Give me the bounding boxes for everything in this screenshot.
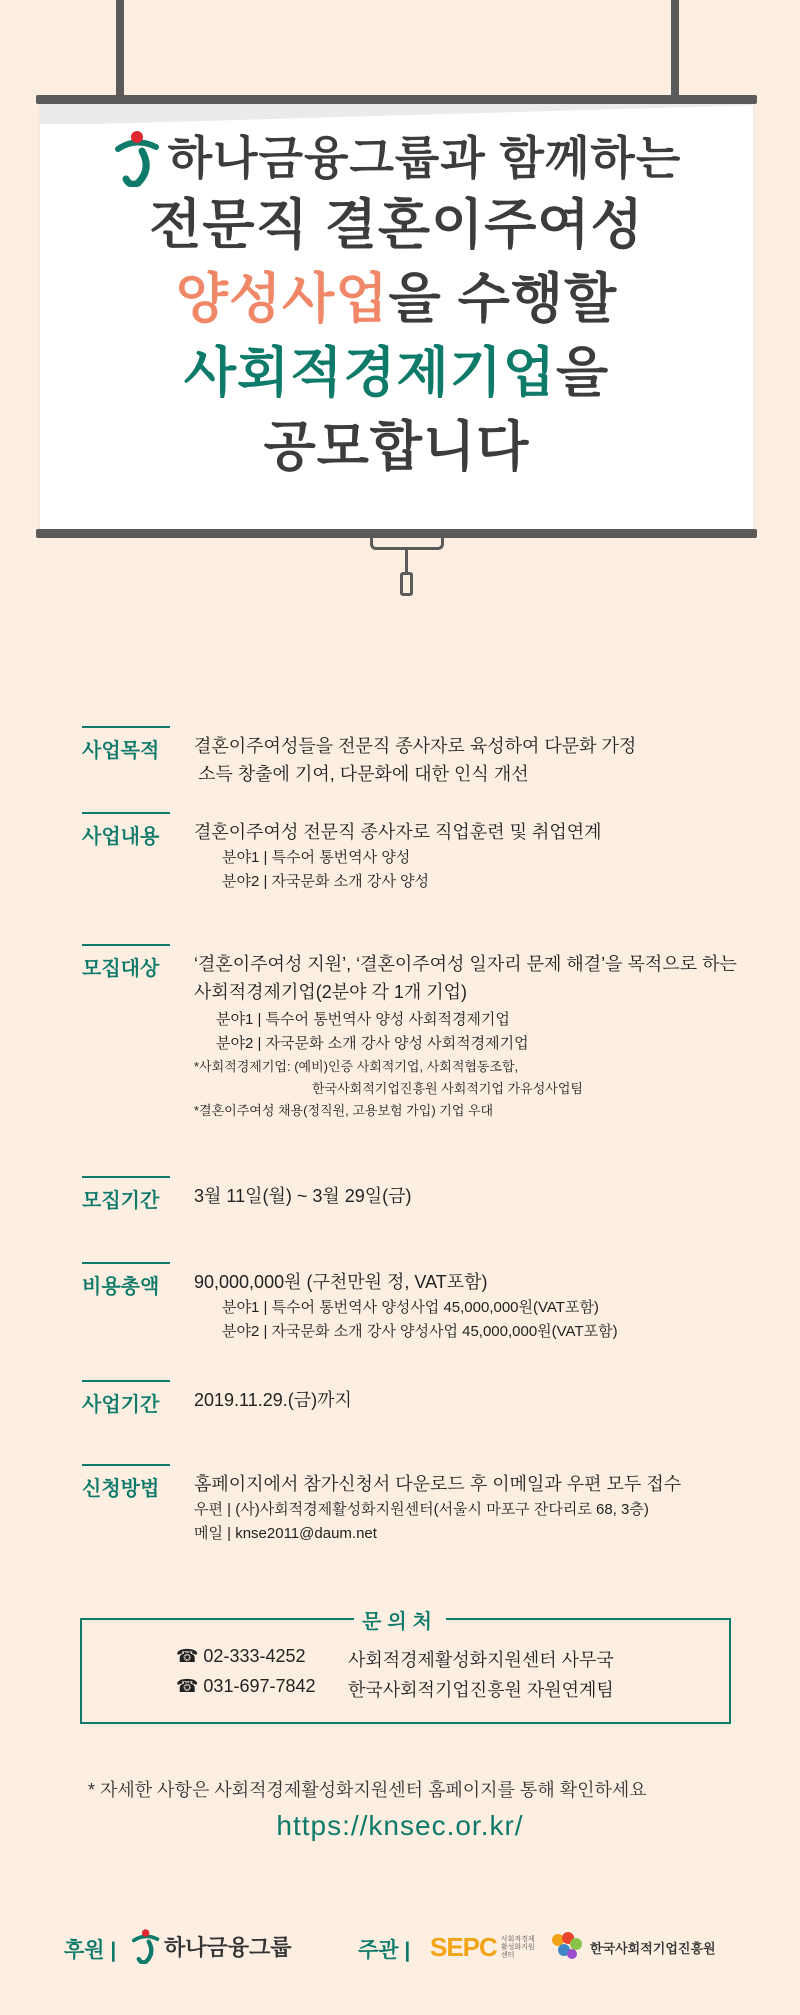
- headline-line-4-rest: 을: [555, 343, 610, 403]
- sepc-logo-word: SEPC: [430, 1932, 497, 1962]
- contact-org: 한국사회적기업진흥원 자원연계팀: [348, 1680, 614, 1700]
- footer: [0, 1928, 800, 1968]
- footnote: * 자세한 사항은 사회적경제활성화지원센터 홈페이지를 통해 확인하세요: [88, 1780, 647, 1800]
- target-note-1: *사회적경제기업: (예비)인증 사회적기업, 사회적협동조합,: [194, 1059, 519, 1074]
- content-sub-1: 분야1 | 특수어 통번역사 양성: [222, 849, 411, 866]
- kose-logo-icon: [550, 1930, 584, 1965]
- sepc-logo-caption: 사회적경제활성화지원센터: [500, 1935, 535, 1959]
- headline-line-1: [40, 128, 753, 188]
- section-body: [194, 1268, 800, 1344]
- apply-email[interactable]: 메일 | knse2011@daum.net: [194, 1525, 377, 1542]
- headline-line-4: [40, 336, 753, 410]
- screen-shade: [40, 104, 753, 124]
- headline-line-2: 전문직 결혼이주여성: [149, 195, 644, 255]
- section-body: [194, 732, 800, 788]
- hana-logo-icon: [112, 129, 160, 187]
- section-body: [194, 950, 800, 1122]
- headline: [40, 128, 753, 484]
- sponsor-name: 하나금융그룹: [164, 1934, 292, 1960]
- target-line-1: ‘결혼이주여성 지원’, ‘결혼이주여성 일자리 문제 해결’을 목적으로 하는: [194, 954, 737, 974]
- headline-line-1-text: 하나금융그룹과 함께하는: [167, 132, 682, 184]
- sponsor-logo: [130, 1928, 292, 1964]
- apply-main: 홈페이지에서 참가신청서 다운로드 후 이메일과 우편 모두 접수: [194, 1474, 682, 1494]
- screen-pull-handle: [400, 572, 413, 596]
- section-label: 모집기간: [82, 1176, 170, 1213]
- sepc-logo-icon: [430, 1932, 539, 1963]
- section-body: [194, 1182, 800, 1210]
- screen-bottom-bar: [36, 529, 757, 538]
- sponsor-label: 후원 |: [64, 1939, 117, 1962]
- contact-row: [176, 1646, 614, 1672]
- section-label: 신청방법: [82, 1464, 170, 1501]
- screen-pull-stem: [405, 550, 408, 572]
- section-label: 비용총액: [82, 1262, 170, 1299]
- content-main: 결혼이주여성 전문직 종사자로 직업훈련 및 취업연계: [194, 822, 602, 842]
- hana-logo-icon: [130, 1928, 160, 1964]
- target-sub-2: 분야2 | 자국문화 소개 강사 양성 사회적경제기업: [216, 1035, 529, 1052]
- duration-main: 2019.11.29.(금)까지: [194, 1390, 352, 1410]
- headline-highlight-project: 양성사업: [175, 269, 389, 329]
- section-body: [194, 1470, 800, 1546]
- section-label: 사업목적: [82, 726, 170, 763]
- headline-highlight-enterprise: 사회적경제기업: [183, 343, 556, 403]
- headline-line-3-rest: 을 수행할: [388, 269, 618, 329]
- target-note-1-cont: 한국사회적기업진흥원 사회적기업 가유성사업팀: [312, 1081, 583, 1096]
- kose-name: 한국사회적기업진흥원: [590, 1941, 716, 1956]
- budget-sub-2: 분야2 | 자국문화 소개 강사 양성사업 45,000,000원(VAT포함): [222, 1323, 618, 1340]
- apply-post: 우편 | (사)사회적경제활성화지원센터(서울시 마포구 잔다리로 68, 3층): [194, 1501, 649, 1518]
- target-sub-1: 분야1 | 특수어 통번역사 양성 사회적경제기업: [216, 1011, 510, 1028]
- section-body: [194, 1386, 800, 1414]
- section-label: 사업기간: [82, 1380, 170, 1417]
- purpose-line-1: 결혼이주여성들을 전문직 종사자로 육성하여 다문화 가정: [194, 736, 637, 756]
- section-body: [194, 818, 800, 894]
- host-label: 주관 |: [358, 1939, 411, 1962]
- contact-title: 문의처: [354, 1605, 446, 1634]
- content-sub-2: 분야2 | 자국문화 소개 강사 양성: [222, 873, 429, 890]
- contact-row: [176, 1676, 614, 1702]
- homepage-link[interactable]: https://knsec.or.kr/: [276, 1810, 524, 1841]
- screen-pole-right: [671, 0, 679, 100]
- kose-logo: [550, 1930, 716, 1965]
- headline-line-3: [40, 262, 753, 336]
- budget-main: 90,000,000원 (구천만원 정, VAT포함): [194, 1272, 488, 1292]
- screen-pull-hanger: [370, 538, 444, 550]
- contact-org: 사회적경제활성화지원센터 사무국: [348, 1650, 614, 1670]
- phone-number[interactable]: ☎ 02-333-4252: [176, 1646, 306, 1666]
- target-line-2: 사회적경제기업(2분야 각 1개 기업): [194, 982, 468, 1002]
- target-note-2: *결혼이주여성 채용(정직원, 고용보험 가입) 기업 우대: [194, 1103, 494, 1118]
- screen-pole-left: [116, 0, 124, 100]
- screen-top-bar: [36, 95, 757, 104]
- purpose-line-2: 소득 창출에 기여, 다문화에 대한 인식 개선: [198, 764, 529, 784]
- section-label: 모집대상: [82, 944, 170, 981]
- period-main: 3월 11일(월) ~ 3월 29일(금): [194, 1186, 412, 1206]
- headline-line-5: 공모합니다: [263, 417, 530, 477]
- section-label: 사업내용: [82, 812, 170, 849]
- phone-number[interactable]: ☎ 031-697-7842: [176, 1676, 316, 1696]
- budget-sub-1: 분야1 | 특수어 통번역사 양성사업 45,000,000원(VAT포함): [222, 1299, 599, 1316]
